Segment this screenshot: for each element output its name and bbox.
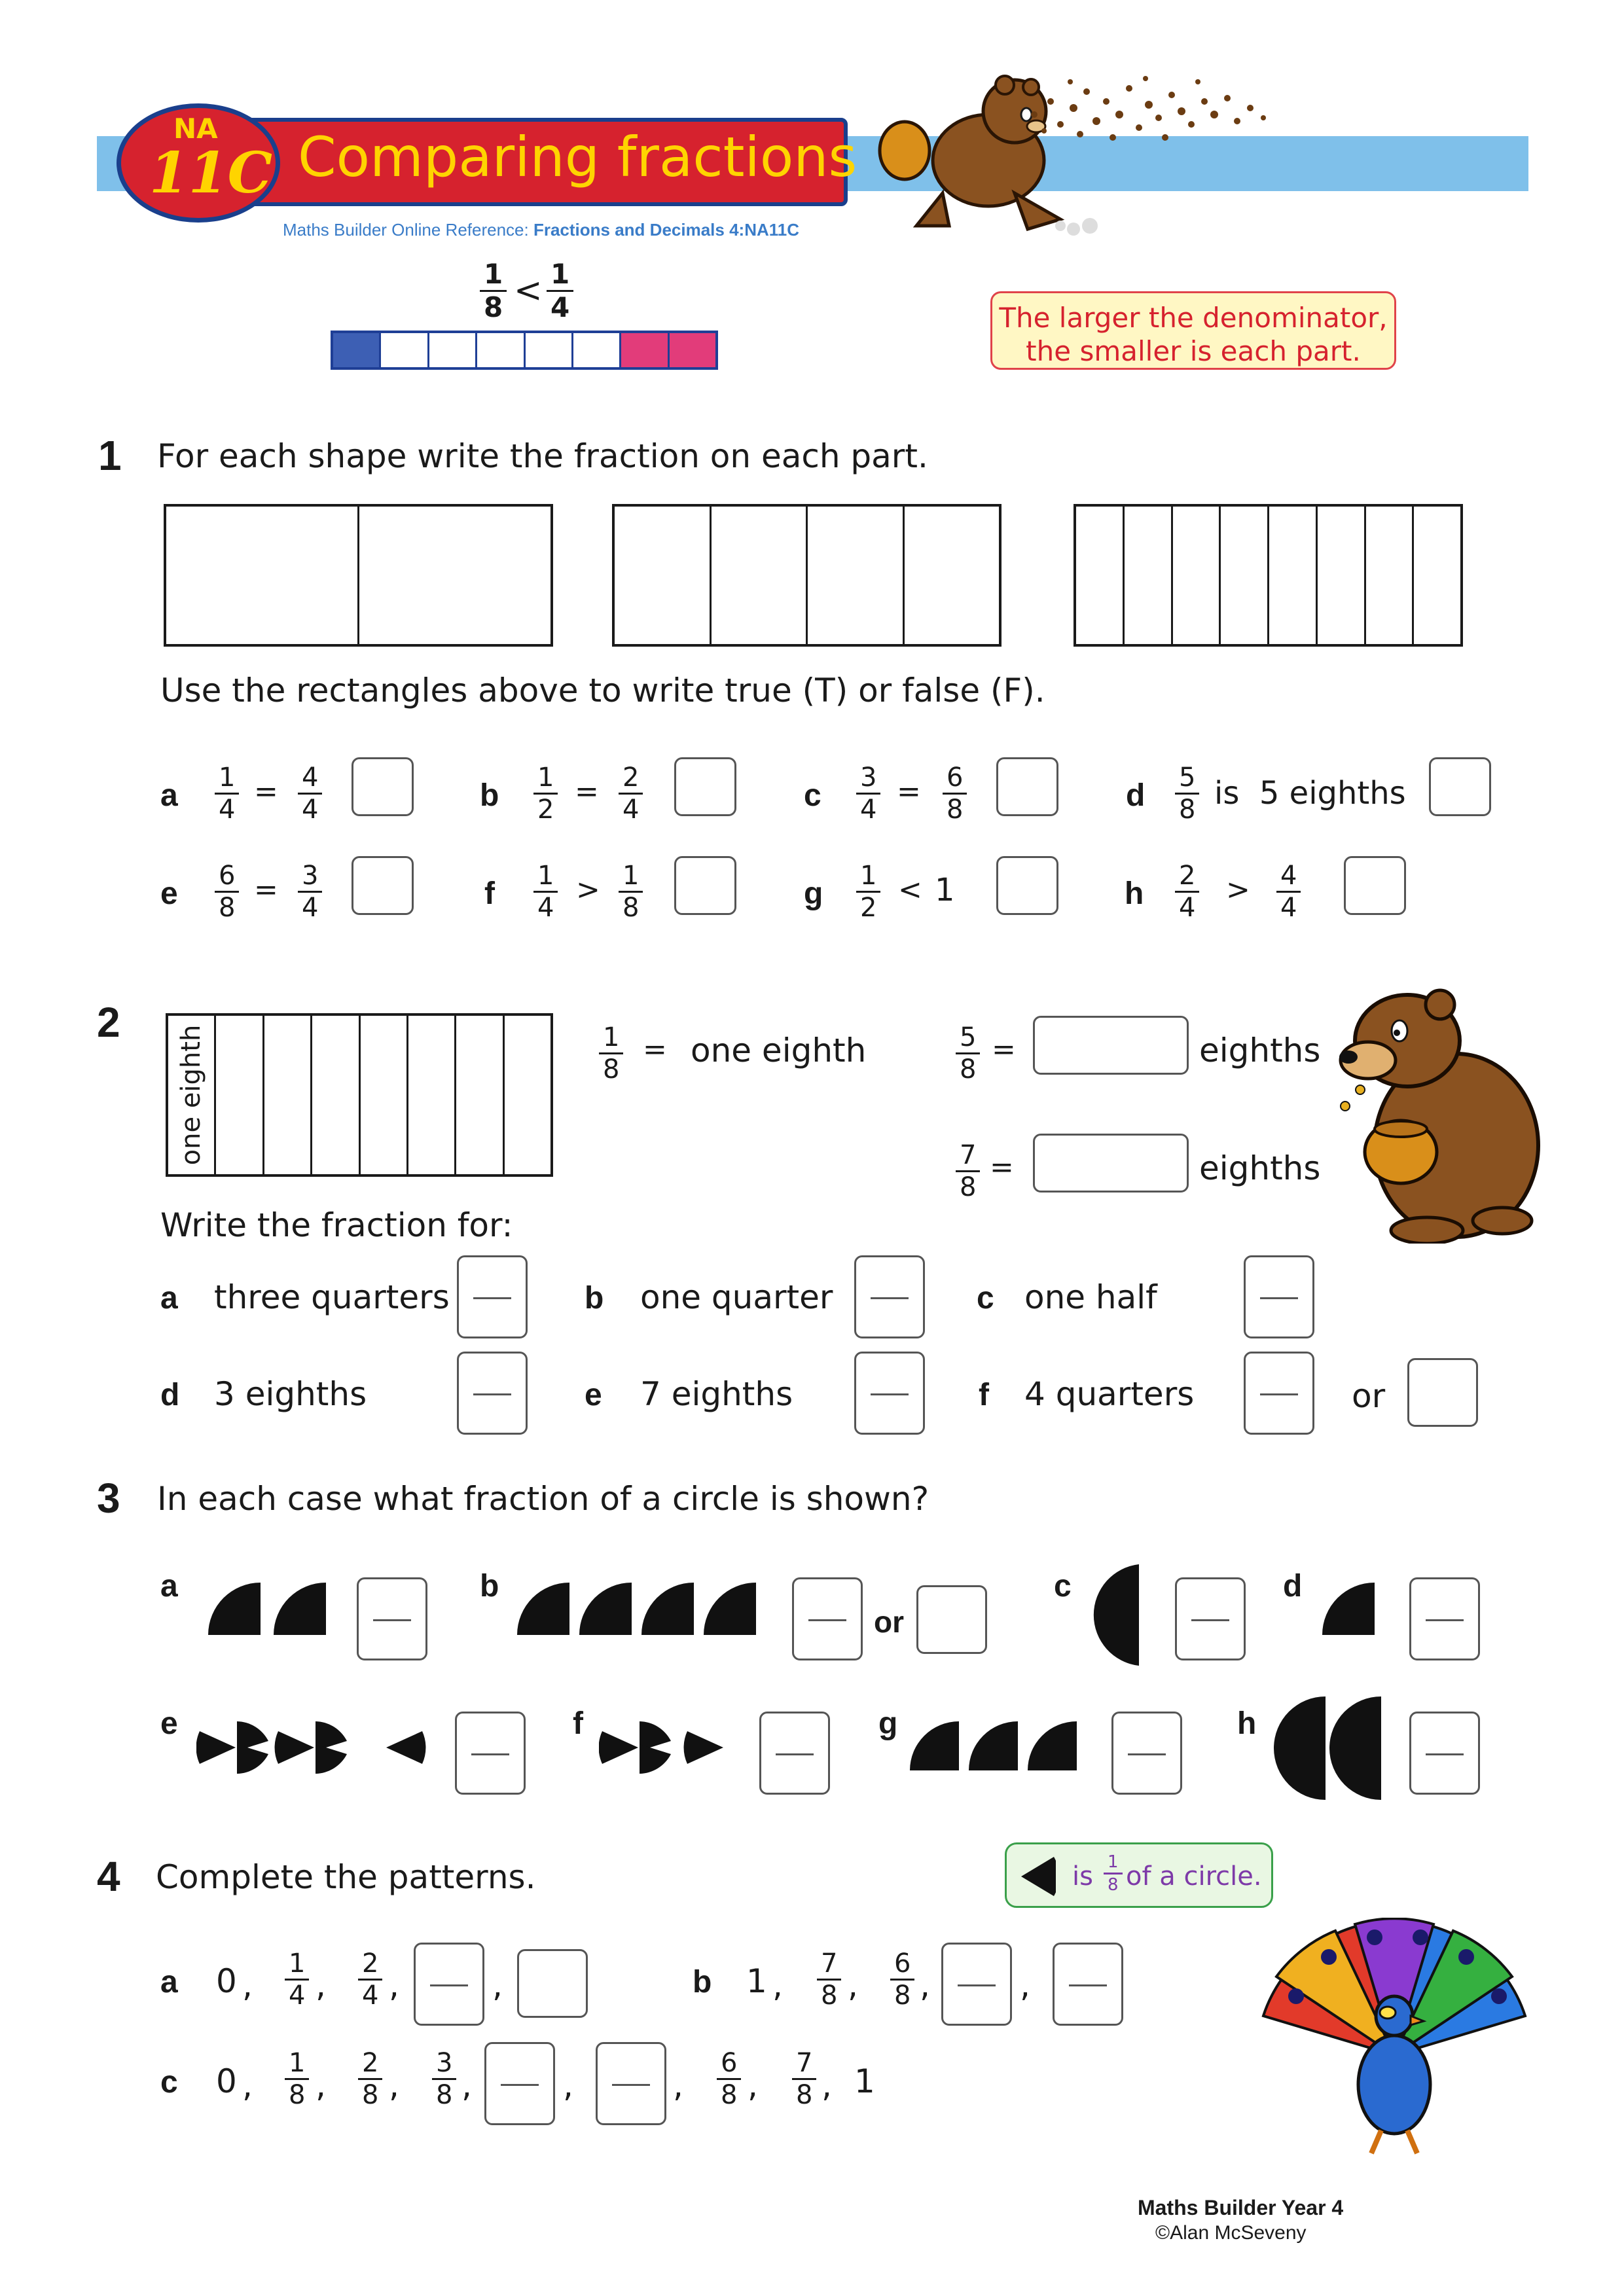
q1-item-c-right: 6 8 [943, 764, 967, 823]
rectangle-halves [164, 504, 553, 647]
strip-cell [619, 333, 667, 367]
strip-cell [475, 333, 523, 367]
q1-item-c-left: 3 4 [856, 764, 880, 823]
tip-fraction: 1 8 [1104, 1854, 1123, 1893]
q2-row2-answer[interactable] [1033, 1134, 1189, 1193]
question-1-number: 1 [98, 432, 122, 479]
tip-text-1: is [1072, 1861, 1093, 1892]
q4-c-end: 1 [854, 2062, 875, 2100]
q3-answer-b[interactable] [792, 1577, 863, 1660]
q4-c-frac-3: 3 8 [432, 2050, 456, 2108]
q3-label-c: c [1054, 1569, 1072, 1604]
q1-answer-f[interactable] [674, 856, 736, 915]
q1-item-a-op: = [254, 775, 278, 808]
compare-right-fraction: 1 4 [547, 260, 573, 321]
bee-swarm-illustration [1015, 62, 1290, 167]
q4-b-comma-1: , [848, 1966, 858, 2004]
q1-item-a-label: a [160, 778, 178, 813]
q1-answer-b[interactable] [674, 757, 736, 816]
denominator-tip-box [990, 291, 1396, 370]
q2-def-eq: = [643, 1033, 667, 1066]
q1-item-c-op: = [897, 775, 921, 808]
question-3-number: 3 [97, 1475, 120, 1522]
q4-c-comma-1: , [316, 2066, 326, 2104]
q4-c-comma-0: , [242, 2066, 253, 2104]
q3-label-g: g [878, 1706, 898, 1741]
q4-a-frac-1: 1 4 [285, 1950, 309, 2009]
q4-a-answer-1[interactable] [414, 1943, 484, 2026]
q1-answer-g[interactable] [996, 856, 1058, 915]
strip-label: one eighth [176, 1024, 207, 1166]
q3-answer-f[interactable] [759, 1712, 830, 1795]
compare-symbol: < [514, 271, 543, 310]
q1-answer-h[interactable] [1344, 856, 1406, 915]
q2-row2-unit: eighths [1199, 1149, 1321, 1187]
q3-e-eighth-circles [196, 1721, 432, 1777]
q4-a-answer-2[interactable] [517, 1949, 588, 2018]
question-1-instruction: For each shape write the fraction on each part. [157, 437, 928, 475]
q2-def-fraction: 1 8 [599, 1024, 623, 1083]
q1-item-f-op: > [576, 873, 600, 906]
q1-answer-a[interactable] [352, 757, 414, 816]
q2-answer-f-alt[interactable] [1407, 1358, 1478, 1427]
q4-c-frac-2: 2 8 [358, 2050, 382, 2108]
q1-item-g-left: 1 2 [856, 863, 880, 921]
q4-c-answer-1[interactable] [484, 2042, 555, 2125]
q3-f-eighth-circles [599, 1721, 730, 1777]
eighths-comparison-strip [331, 331, 718, 370]
q1-item-g-op: < [898, 873, 922, 906]
q3-label-f: f [573, 1706, 583, 1741]
q4-b-answer-2[interactable] [1053, 1943, 1123, 2026]
reference-prefix: Maths Builder Online Reference: [283, 220, 533, 240]
q4-b-comma-0: , [772, 1966, 783, 2004]
q1-item-h-op: > [1226, 873, 1250, 906]
question-3-instruction: In each case what fraction of a circle is shown? [157, 1480, 929, 1518]
q2-item-d-label: d [160, 1378, 180, 1412]
q2-item-e-label: e [585, 1378, 602, 1412]
q4-c-comma-3: , [461, 2066, 472, 2104]
q1-item-f-label: f [484, 876, 495, 911]
q3-answer-d[interactable] [1409, 1577, 1480, 1660]
reference-line [283, 220, 799, 240]
q4-c-answer-2[interactable] [596, 2042, 666, 2125]
eighths-strip [166, 1013, 553, 1177]
q4-b-start: 1 [746, 1962, 767, 2000]
footer-book: Maths Builder Year 4 [1138, 2196, 1344, 2219]
q4-c-start: 0 [216, 2062, 237, 2100]
strip-cell [333, 333, 379, 367]
q2-item-b-text: one quarter [640, 1278, 833, 1316]
q1-item-h-right: 4 4 [1276, 863, 1301, 921]
q3-label-d: d [1283, 1569, 1303, 1604]
q1-item-d-label: d [1126, 778, 1146, 813]
q4-c-comma-6: , [748, 2066, 758, 2104]
q2-item-c-label: c [977, 1281, 994, 1316]
q2-item-d-text: 3 eighths [214, 1375, 367, 1413]
q4-b-label: b [693, 1965, 712, 2000]
footer-copyright: ©Alan McSeveny [1155, 2222, 1307, 2244]
q1-item-b-left: 1 2 [533, 764, 558, 823]
q3-b-or: or [874, 1605, 904, 1639]
q4-a-start: 0 [216, 1962, 237, 2000]
question-1-instruction-2: Use the rectangles above to write true (T) or false (F). [160, 672, 1045, 709]
q3-label-e: e [160, 1706, 178, 1741]
q1-item-e-label: e [160, 876, 178, 911]
q3-answer-a[interactable] [357, 1577, 427, 1660]
q4-a-comma-3: , [492, 1966, 503, 2004]
q1-item-h-label: h [1125, 876, 1144, 911]
q2-item-f-label: f [979, 1378, 989, 1412]
q4-b-comma-3: , [1020, 1966, 1030, 2004]
q4-c-label: c [160, 2065, 178, 2100]
q1-item-d-text: is 5 eighths [1214, 775, 1406, 812]
peacock-illustration [1250, 1918, 1538, 2160]
q3-label-b: b [480, 1569, 499, 1604]
q1-item-b-label: b [480, 778, 499, 813]
q2-answer-b[interactable] [854, 1255, 925, 1338]
question-4-instruction: Complete the patterns. [156, 1858, 536, 1896]
q3-label-h: h [1237, 1706, 1257, 1741]
q3-b-quarter-circles [517, 1583, 763, 1638]
q3-g-quarter-circles [910, 1721, 1087, 1777]
q1-answer-c[interactable] [996, 757, 1058, 816]
q3-answer-e[interactable] [455, 1712, 526, 1795]
eighth-circle-tip-box [1005, 1842, 1273, 1908]
strip-cell [571, 333, 619, 367]
q3-c-half-circle [1087, 1564, 1142, 1669]
q3-h-half-circles [1273, 1695, 1384, 1803]
q2-item-a-label: a [160, 1281, 178, 1316]
tip-text-2: of a circle. [1126, 1861, 1262, 1892]
q2-answer-a[interactable] [457, 1255, 528, 1338]
q1-item-b-op: = [575, 775, 599, 808]
question-4-number: 4 [97, 1853, 120, 1900]
strip-cell [427, 333, 475, 367]
q1-item-f-right: 1 8 [619, 863, 643, 921]
q1-answer-d[interactable] [1429, 757, 1491, 816]
q1-item-d-left: 5 8 [1175, 764, 1199, 823]
q1-item-g-label: g [804, 876, 823, 911]
q4-b-frac-1: 7 8 [817, 1950, 841, 2009]
tip-line-1: The larger the denominator, [999, 302, 1388, 334]
q2-answer-f[interactable] [1244, 1352, 1314, 1435]
q2-row1-answer[interactable] [1033, 1016, 1189, 1075]
q1-item-c-label: c [804, 778, 821, 813]
compare-left-fraction: 1 8 [480, 260, 507, 321]
tip-line-2: the smaller is each part. [1026, 335, 1361, 368]
q4-a-comma-2: , [389, 1966, 399, 2004]
q4-c-frac-4: 6 8 [717, 2050, 741, 2108]
q4-b-answer-1[interactable] [941, 1943, 1012, 2026]
q4-c-frac-1: 1 8 [285, 2050, 309, 2108]
q1-item-e-right: 3 4 [298, 863, 322, 921]
question-2-instruction: Write the fraction for: [160, 1206, 513, 1244]
eighth-segment-icon [1020, 1854, 1056, 1899]
bear-honeypot-illustration [1329, 969, 1555, 1244]
q2-item-a-text: three quarters [214, 1278, 450, 1316]
strip-cell [668, 333, 715, 367]
q2-row1-fraction: 5 8 [956, 1024, 980, 1083]
q3-label-a: a [160, 1569, 178, 1604]
q3-d-quarter-circle [1322, 1583, 1378, 1638]
q1-item-a-right: 4 4 [298, 764, 322, 823]
q4-c-comma-7: , [821, 2066, 832, 2104]
strip-cell [379, 333, 427, 367]
rectangle-eighths [1074, 504, 1463, 647]
q2-row1-eq: = [992, 1033, 1016, 1066]
q4-b-comma-2: , [920, 1966, 930, 2004]
q1-item-h-left: 2 4 [1175, 863, 1199, 921]
q4-c-frac-5: 7 8 [792, 2050, 816, 2108]
q1-item-f-left: 1 4 [533, 863, 558, 921]
q2-item-b-label: b [585, 1281, 604, 1316]
q2-row2-fraction: 7 8 [956, 1142, 980, 1200]
q1-item-a-left: 1 4 [215, 764, 239, 823]
q2-def-text: one eighth [691, 1031, 867, 1069]
q4-a-frac-2: 2 4 [358, 1950, 382, 2009]
q3-answer-g[interactable] [1111, 1712, 1182, 1795]
q3-answer-b-alt[interactable] [916, 1585, 987, 1654]
q2-answer-e[interactable] [854, 1352, 925, 1435]
q4-c-comma-4: , [563, 2066, 573, 2104]
q1-item-e-left: 6 8 [215, 863, 239, 921]
q3-answer-c[interactable] [1175, 1577, 1246, 1660]
q4-c-comma-5: , [673, 2066, 683, 2104]
q2-item-f-or: or [1352, 1377, 1386, 1415]
question-2-number: 2 [97, 999, 120, 1046]
q4-b-frac-2: 6 8 [890, 1950, 914, 2009]
strip-cell [524, 333, 571, 367]
reference-link[interactable]: Fractions and Decimals 4:NA11C [533, 220, 800, 240]
q4-a-label: a [160, 1965, 178, 2000]
code-top: NA [173, 113, 218, 145]
q4-a-comma-1: , [316, 1966, 326, 2004]
q1-item-g-whole: 1 [935, 872, 955, 908]
q2-answer-d[interactable] [457, 1352, 528, 1435]
q1-item-e-op: = [254, 873, 278, 906]
q1-item-b-right: 2 4 [619, 764, 643, 823]
q2-row1-unit: eighths [1199, 1031, 1321, 1069]
q2-answer-c[interactable] [1244, 1255, 1314, 1338]
code-main: 11C [149, 140, 273, 206]
q3-a-quarter-circles [208, 1583, 329, 1638]
q4-a-comma-0: , [242, 1966, 253, 2004]
q3-answer-h[interactable] [1409, 1712, 1480, 1795]
q2-item-e-text: 7 eighths [640, 1375, 793, 1413]
q2-item-c-text: one half [1024, 1278, 1157, 1316]
q4-c-comma-2: , [389, 2066, 399, 2104]
page-title: Comparing fractions [298, 125, 857, 189]
q2-row2-eq: = [990, 1151, 1014, 1184]
q1-answer-e[interactable] [352, 856, 414, 915]
rectangle-quarters [612, 504, 1001, 647]
q2-item-f-text: 4 quarters [1024, 1375, 1195, 1413]
